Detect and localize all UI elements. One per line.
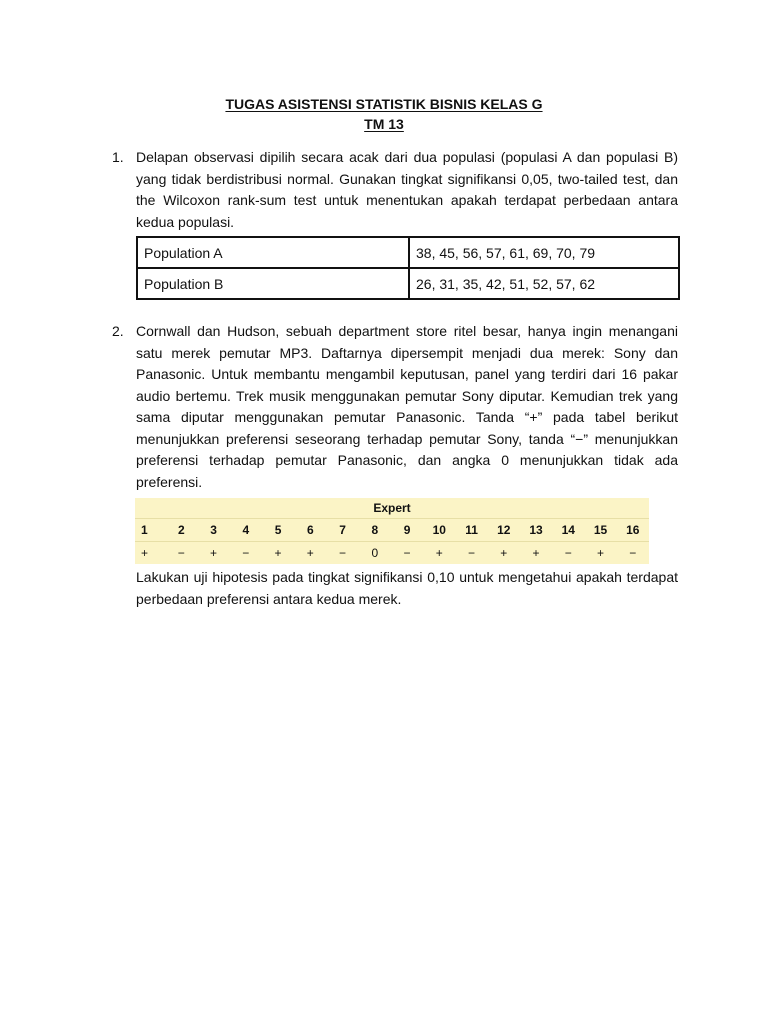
expert-sign-cell: − (468, 546, 476, 560)
question-1-number: 1. (112, 149, 124, 165)
population-a-label: Population A (137, 237, 409, 268)
table-row (137, 268, 679, 299)
population-b-values: 26, 31, 35, 42, 51, 52, 57, 62 (409, 268, 679, 299)
question-2 (112, 321, 682, 610)
document-title: TUGAS ASISTENSI STATISTIK BISNIS KELAS G (225, 96, 543, 112)
population-a-values: 38, 45, 56, 57, 61, 69, 70, 79 (409, 237, 679, 268)
population-table (136, 236, 680, 300)
expert-sign-cell: − (177, 546, 185, 560)
question-1-text: Delapan observasi dipilih secara acak dari dua populasi (populasi A dan populasi B) yang tidak berdistribusi normal. Gunakan tingkat signifikansi 0,05, two-tailed test, dan the Wilcoxon rank-sum test untuk menentukan apakah terdapat perbedaan antara kedua populasi. (136, 149, 678, 230)
expert-number-cell: 5 (274, 523, 282, 537)
expert-number-cell: 11 (465, 523, 478, 537)
title-block (0, 94, 768, 134)
question-2-number: 2. (112, 323, 124, 339)
expert-number-cell: 7 (339, 523, 346, 537)
expert-number-cell: 8 (371, 523, 379, 537)
question-2-text: Cornwall dan Hudson, sebuah department store ritel besar, hanya ingin menangani satu merek pemutar MP3. Daftarnya dipersempit menjadi dua merek: Sony dan Panasonic. Untuk membantu mengambil keputusan, panel yang terdiri dari 16 pakar audio bertemu. Trek musik menggunakan pemutar Sony diputar. Kemudian trek yang sama diputar menggunakan pemutar Panasonic. Tanda “+” pada tabel berikut menunjukkan preferensi seseorang terhadap pemutar Sony, tanda “−” menunjukkan preferensi terhadap pemutar Panasonic, dan angka 0 menunjukkan tidak ada preferensi. (136, 323, 678, 490)
expert-sign-cell: + (141, 546, 149, 560)
expert-sign-cell: − (242, 546, 250, 560)
expert-number-cell: 14 (561, 523, 575, 537)
question-2-body (136, 321, 678, 610)
expert-number-cell: 1 (141, 523, 148, 537)
question-2-closing: Lakukan uji hipotesis pada tingkat signifikansi 0,10 untuk mengetahui apakah terdapat perbedaan preferensi antara kedua merek. (136, 569, 678, 607)
question-1 (112, 147, 682, 300)
expert-sign-cell: + (210, 546, 218, 560)
expert-sign-cell: + (500, 546, 508, 560)
expert-number-cell: 3 (210, 523, 217, 537)
expert-sign-cell: + (306, 546, 314, 560)
expert-number-cell: 4 (242, 523, 250, 537)
expert-sign-cell: − (629, 546, 637, 560)
expert-number-cell: 12 (497, 523, 511, 537)
expert-sign-cell: + (597, 546, 605, 560)
expert-number-cell: 10 (432, 523, 446, 537)
expert-sign-cell: − (339, 546, 347, 560)
expert-sign-row (135, 542, 649, 564)
table-row (137, 237, 679, 268)
population-b-label: Population B (137, 268, 409, 299)
expert-table-header: Expert (135, 498, 649, 519)
expert-number-cell: 9 (403, 523, 411, 537)
expert-number-cell: 16 (626, 523, 640, 537)
expert-number-cell: 2 (177, 523, 185, 537)
expert-sign-cell: + (532, 546, 540, 560)
question-1-body (136, 147, 678, 300)
expert-preference-table (135, 498, 649, 564)
expert-number-cell: 13 (529, 523, 543, 537)
expert-sign-cell: + (274, 546, 282, 560)
expert-sign-cell: 0 (371, 546, 379, 560)
expert-sign-cell: − (564, 546, 572, 560)
expert-sign-cell: − (403, 546, 411, 560)
expert-number-cell: 15 (593, 523, 608, 537)
expert-number-cell: 6 (306, 523, 314, 537)
document-subtitle: TM 13 (364, 116, 404, 132)
expert-sign-cell: + (435, 546, 443, 560)
expert-number-row (135, 519, 649, 542)
